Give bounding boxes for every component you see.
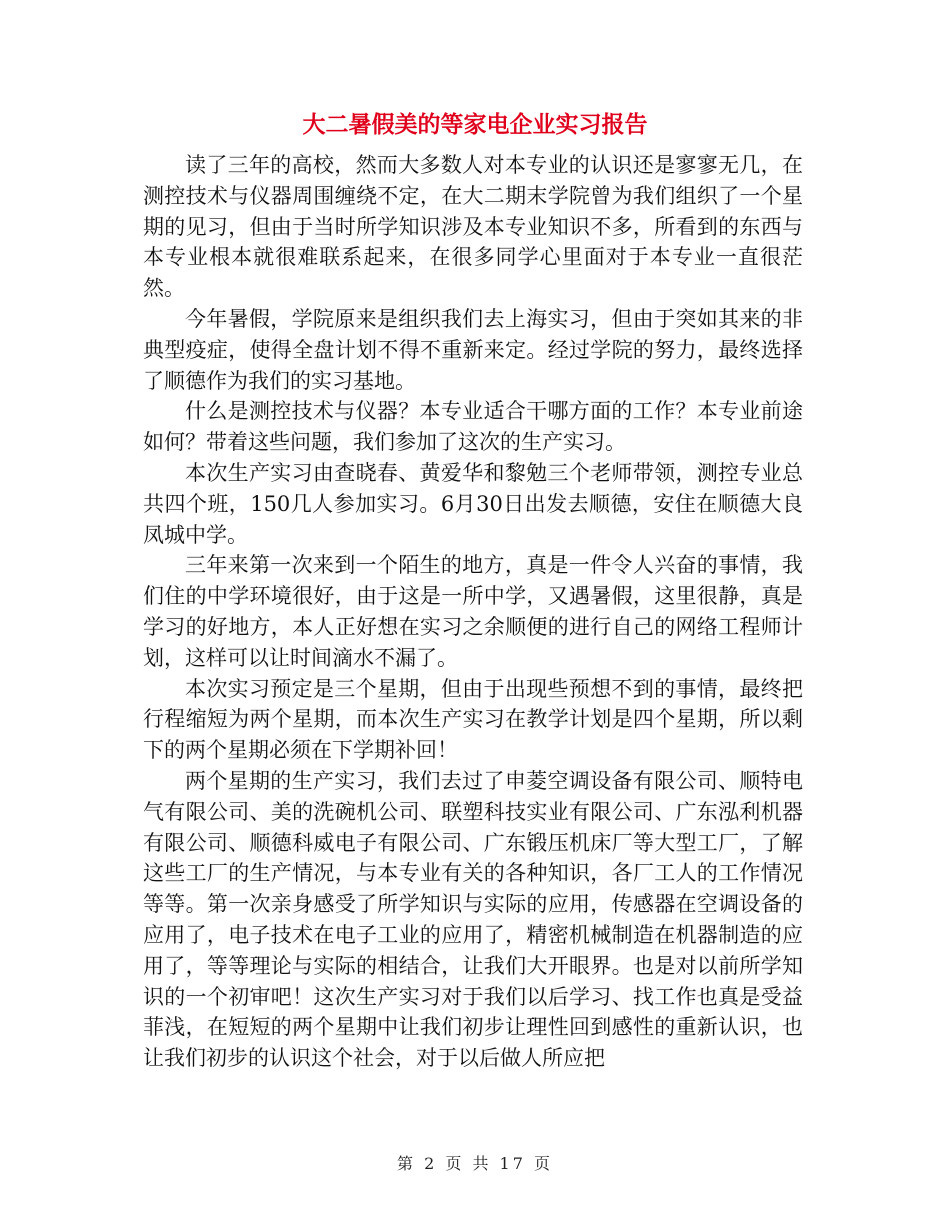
paragraph: 本次实习预定是三个星期，但由于出现些预想不到的事情，最终把行程缩短为两个星期，而本次生产实习在教学计划是四个星期，所以剩下的两个星期必须在下学期补回！ — [143, 676, 803, 763]
paragraph: 本次生产实习由查晓春、黄爱华和黎勉三个老师带领，测控专业总共四个班，150几人参加实习。6月30日出发去顺德，安住在顺德大良凤城中学。 — [143, 460, 803, 547]
paragraph: 什么是测控技术与仪器？本专业适合干哪方面的工作？本专业前途如何？带着这些问题，我们参加了这次的生产实习。 — [143, 399, 803, 455]
paragraph: 读了三年的高校，然而大多数人对本专业的认识还是寥寥无几，在测控技术与仪器周围缠绕不定，在大二期末学院曾为我们组织了一个星期的见习，但由于当时所学知识涉及本专业知识不多，所看到的东西与本专业根本就很难联系起来，在很多同学心里面对于本专业一直很茫然。 — [143, 153, 803, 301]
paragraph: 三年来第一次来到一个陌生的地方，真是一件令人兴奋的事情，我们住的中学环境很好，由于这是一所中学，又遇暑假，这里很静，真是学习的好地方，本人正好想在实习之余顺便的进行自己的网络工程师计划，这样可以让时间滴水不漏了。 — [143, 553, 803, 670]
document-title: 大二暑假美的等家电企业实习报告 — [302, 111, 648, 138]
document-body — [143, 150, 803, 1074]
paragraph: 两个星期的生产实习，我们去过了申菱空调设备有限公司、顺特电气有限公司、美的洗碗机公司、联塑科技实业有限公司、广东泓利机器有限公司、顺德科威电子有限公司、广东锻压机床厂等大型工厂，了解这些工厂的生产情况，与本专业有关的各种知识，各厂工人的工作情况等等。第一次亲身感受了所学知识与实际的应用，传感器在空调设备的应用了，电子技术在电子工业的应用了，精密机械制造在机器制造的应用了，等等理论与实际的相结合，让我们大开眼界。也是对以前所学知识的一个初审吧！这次生产实习对于我们以后学习、找工作也真是受益菲浅，在短短的两个星期中让我们初步让理性回到感性的重新认识，也让我们初步的认识这个社会，对于以后做人所应把 — [143, 768, 803, 1071]
paragraph: 今年暑假，学院原来是组织我们去上海实习，但由于突如其来的非典型疫症，使得全盘计划不得不重新来定。经过学院的努力，最终选择了顺德作为我们的实习基地。 — [143, 306, 803, 393]
page-footer: 第 2 页 共 17 页 — [397, 1154, 553, 1173]
